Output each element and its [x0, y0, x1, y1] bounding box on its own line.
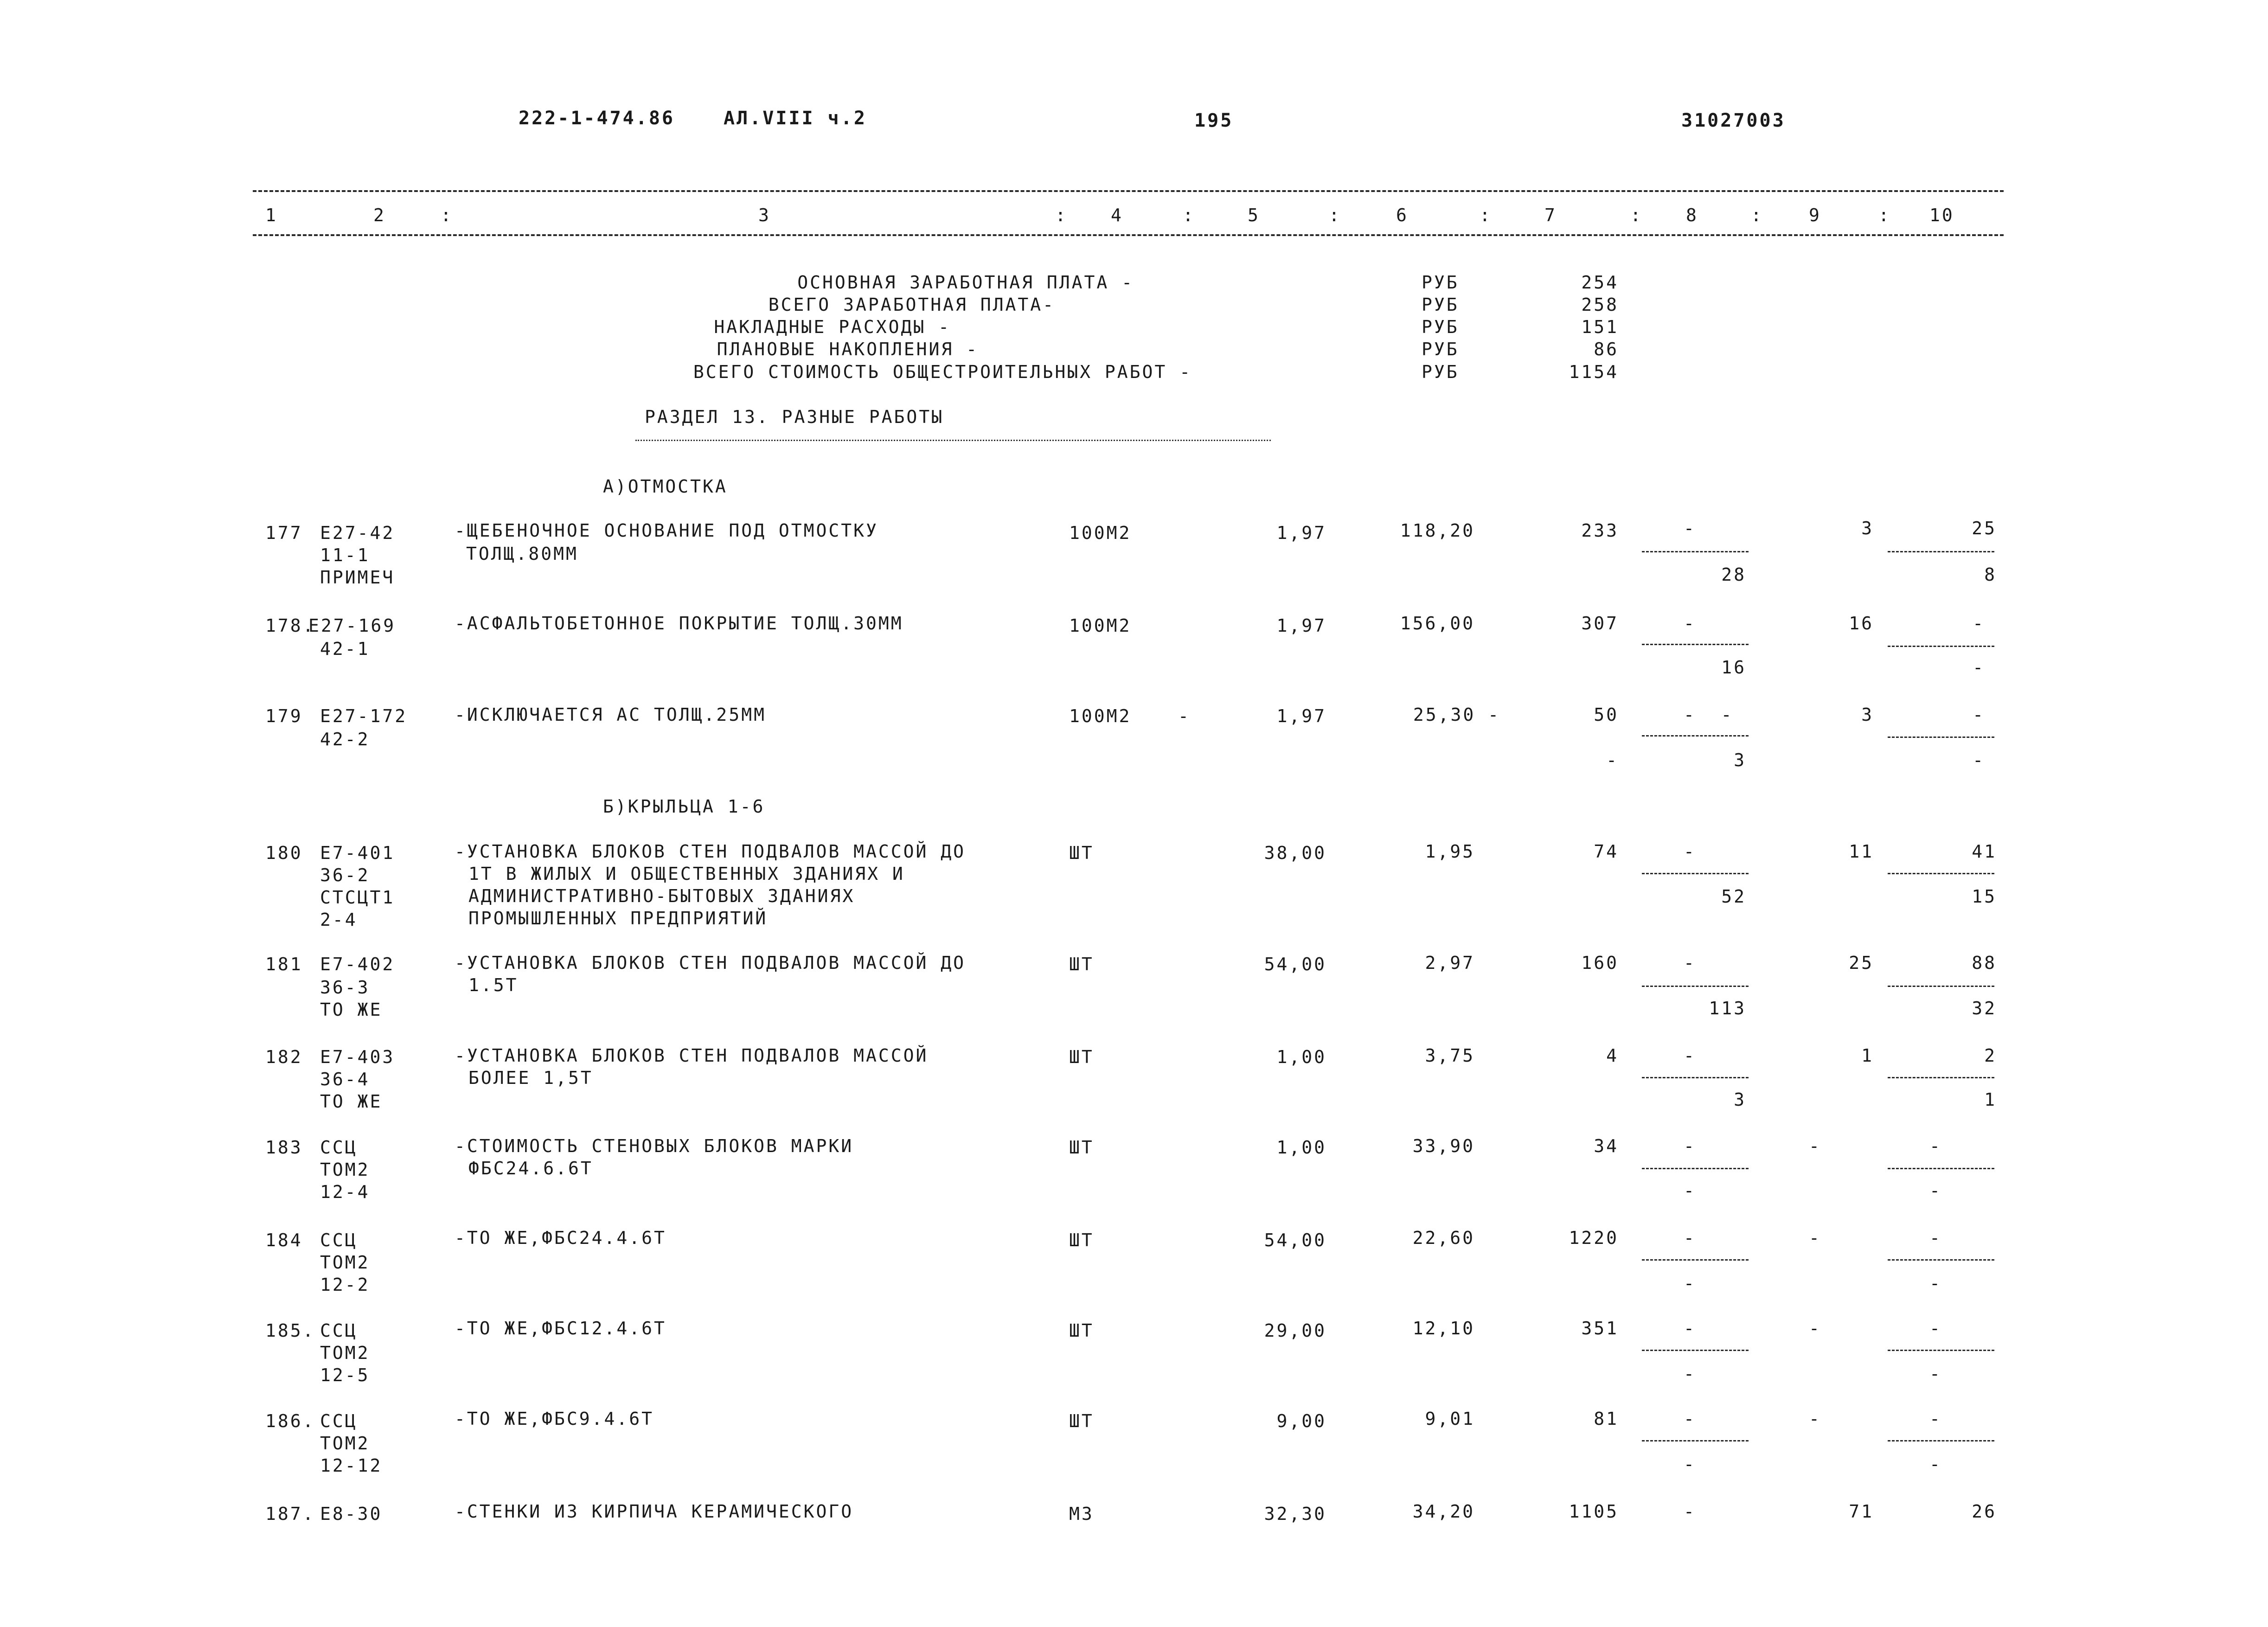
column-separator: :	[1878, 205, 1891, 225]
fraction-line	[1888, 551, 1994, 552]
row-unit: 100М2	[1069, 523, 1132, 543]
row-col8-top: -	[1684, 841, 1696, 862]
page-number: 195	[1194, 110, 1234, 131]
section-title: РАЗДЕЛ 13. РАЗНЫЕ РАБОТЫ	[645, 407, 944, 427]
row-quantity: 1,97	[1276, 615, 1326, 636]
row-code: 36-2	[320, 865, 370, 885]
row-total: 4	[1606, 1045, 1619, 1066]
row-quantity: 54,00	[1264, 954, 1326, 974]
fraction-line	[1642, 735, 1749, 737]
fraction-line	[1888, 646, 1994, 647]
row-quantity: 54,00	[1264, 1230, 1326, 1250]
row-col10-top: 2	[1984, 1045, 1997, 1066]
row-col8-bottom: 28	[1721, 564, 1746, 585]
fraction-line	[1642, 1168, 1749, 1169]
subsection-heading: Б)КРЫЛЬЦА 1-6	[603, 796, 765, 817]
row-number: 179	[265, 706, 303, 726]
row-quantity: 1,97	[1276, 523, 1326, 543]
row-number: 183	[265, 1137, 303, 1158]
row-col10-bottom: -	[1929, 1273, 1942, 1294]
section-title-underline	[635, 440, 1271, 441]
row-code: ССЦ	[320, 1411, 358, 1431]
column-separator: :	[1055, 205, 1068, 225]
subsection-heading: А)ОТМОСТКА	[603, 476, 728, 497]
row-price: 2,97	[1425, 953, 1475, 973]
row-col9: 16	[1849, 613, 1874, 634]
row-col10-top: -	[1973, 613, 1985, 634]
row-code: Е27-169	[308, 615, 396, 636]
row-unit: ШТ	[1069, 1047, 1094, 1067]
summary-label: ВСЕГО ЗАРАБОТНАЯ ПЛАТА-	[768, 295, 1055, 315]
column-number: 3	[758, 205, 771, 225]
row-col10-top: -	[1973, 705, 1985, 725]
row-description: -АСФАЛЬТОБЕТОННОЕ ПОКРЫТИЕ ТОЛЩ.30ММ	[455, 613, 903, 634]
column-number: 2	[373, 205, 386, 225]
fraction-line	[1642, 551, 1749, 552]
row-price: 25,30 -	[1413, 705, 1500, 725]
column-number: 7	[1544, 205, 1557, 225]
column-number: 4	[1111, 205, 1123, 225]
row-code: 2-4	[320, 910, 358, 930]
row-code: Е7-402	[320, 954, 395, 974]
row-number: 182	[265, 1047, 303, 1067]
row-col8-top: -	[1684, 518, 1696, 538]
row-description: -СТОИМОСТЬ СТЕНОВЫХ БЛОКОВ МАРКИ	[455, 1136, 854, 1156]
row-col10-top: -	[1929, 1409, 1942, 1429]
row-price: 156,00	[1400, 613, 1475, 634]
row-description: -УСТАНОВКА БЛОКОВ СТЕН ПОДВАЛОВ МАССОЙ ДО	[455, 841, 966, 862]
fraction-line	[1642, 1350, 1749, 1351]
row-number: 180	[265, 843, 303, 863]
row-code: 12-12	[320, 1455, 383, 1476]
summary-value: 258	[1581, 295, 1619, 315]
row-unit: М3	[1069, 1504, 1094, 1524]
row-total: 81	[1594, 1409, 1619, 1429]
row-unit: ШТ	[1069, 1137, 1094, 1158]
row-description: -УСТАНОВКА БЛОКОВ СТЕН ПОДВАЛОВ МАССОЙ	[455, 1045, 929, 1066]
column-separator: :	[1480, 205, 1492, 225]
summary-unit: РУБ	[1422, 272, 1459, 293]
summary-unit: РУБ	[1422, 295, 1459, 315]
row-col10-bottom: 32	[1972, 998, 1997, 1018]
row-code: 11-1	[320, 545, 370, 565]
row-col8-bottom: -	[1684, 1273, 1696, 1294]
row-col8-top: -	[1684, 1228, 1696, 1248]
row-col10-bottom: 15	[1972, 886, 1997, 907]
row-col10-top: -	[1929, 1228, 1942, 1248]
row-description: ТОЛЩ.80ММ	[466, 544, 578, 564]
row-code: ТОМ2	[320, 1343, 370, 1363]
row-code: ССЦ	[320, 1320, 358, 1341]
row-col8-bottom: -	[1684, 1364, 1696, 1384]
row-unit-minus: -	[1178, 706, 1191, 726]
row-unit: ШТ	[1069, 843, 1094, 863]
row-description: АДМИНИСТРАТИВНО-БЫТОВЫХ ЗДАНИЯХ	[468, 886, 855, 906]
summary-value: 86	[1594, 339, 1619, 359]
row-code: Е8-30	[320, 1504, 383, 1524]
row-code: 12-5	[320, 1365, 370, 1385]
row-price: 12,10	[1412, 1318, 1475, 1339]
row-col10-top: 25	[1972, 518, 1997, 538]
row-code: ССЦ	[320, 1230, 358, 1250]
row-total: 1220	[1569, 1228, 1619, 1248]
column-separator: :	[1329, 205, 1341, 225]
row-col8-bottom: 52	[1721, 886, 1746, 907]
row-col8-top: -	[1684, 1501, 1696, 1522]
row-code: 12-2	[320, 1275, 370, 1295]
column-separator: :	[441, 205, 453, 225]
row-total: 50	[1594, 705, 1619, 725]
row-price: 3,75	[1425, 1045, 1475, 1066]
summary-label: ПЛАНОВЫЕ НАКОПЛЕНИЯ -	[717, 339, 979, 359]
summary-label: ВСЕГО СТОИМОСТЬ ОБЩЕСТРОИТЕЛЬНЫХ РАБОТ -	[693, 362, 1192, 382]
row-col8-bottom: 3	[1734, 1089, 1746, 1110]
row-quantity: 38,00	[1264, 843, 1326, 863]
row-col10-bottom: -	[1929, 1454, 1942, 1474]
row-code: 36-3	[320, 977, 370, 998]
row-col9: 71	[1849, 1501, 1874, 1522]
row-number: 185.	[265, 1320, 315, 1341]
row-description: БОЛЕЕ 1,5Т	[468, 1068, 593, 1088]
row-col10-bottom: 1	[1984, 1089, 1997, 1110]
row-col10-top: -	[1929, 1136, 1942, 1156]
fraction-line	[1888, 1440, 1994, 1441]
row-total-bottom: -	[1606, 750, 1619, 770]
row-code: Е7-401	[320, 843, 395, 863]
row-number: 177	[265, 523, 303, 543]
fraction-line	[1888, 1077, 1994, 1078]
row-unit: ШТ	[1069, 954, 1094, 974]
album-reference: АЛ.VIII ч.2	[724, 108, 867, 129]
column-number: 10	[1929, 205, 1954, 225]
row-total: 1105	[1569, 1501, 1619, 1522]
column-number: 9	[1809, 205, 1821, 225]
row-description: -СТЕНКИ ИЗ КИРПИЧА КЕРАМИЧЕСКОГО	[455, 1501, 854, 1522]
row-col8-bottom: 3	[1734, 750, 1746, 770]
row-col9: 11	[1849, 841, 1874, 862]
row-code: ТОМ2	[320, 1159, 370, 1180]
row-price: 1,95	[1425, 841, 1475, 862]
row-description: -ТО ЖЕ,ФБС12.4.6Т	[455, 1318, 666, 1339]
row-description: -ИСКЛЮЧАЕТСЯ АС ТОЛЩ.25ММ	[455, 705, 766, 725]
summary-label: ОСНОВНАЯ ЗАРАБОТНАЯ ПЛАТА -	[797, 272, 1134, 293]
row-code: СТСЦТ1	[320, 887, 395, 908]
fraction-line	[1888, 1168, 1994, 1169]
row-col8-top: -	[1684, 613, 1696, 634]
row-price: 22,60	[1412, 1228, 1475, 1248]
summary-value: 151	[1581, 317, 1619, 337]
row-quantity: 29,00	[1264, 1320, 1326, 1341]
row-price: 33,90	[1412, 1136, 1475, 1156]
row-col10-bottom: -	[1973, 657, 1985, 678]
row-description: 1.5Т	[468, 975, 519, 995]
fraction-line	[1888, 1350, 1994, 1351]
row-code: Е27-42	[320, 523, 395, 543]
row-price: 9,01	[1425, 1409, 1475, 1429]
row-col8-bottom: -	[1684, 1180, 1696, 1201]
column-separator: :	[1630, 205, 1643, 225]
row-col10-top: 41	[1972, 841, 1997, 862]
row-description: -ТО ЖЕ,ФБС9.4.6Т	[455, 1409, 654, 1429]
fraction-line	[1642, 986, 1749, 987]
row-quantity: 32,30	[1264, 1504, 1326, 1524]
row-col9: 3	[1861, 705, 1874, 725]
row-number: 181	[265, 954, 303, 974]
row-total: 34	[1594, 1136, 1619, 1156]
row-description: 1Т В ЖИЛЫХ И ОБЩЕСТВЕННЫХ ЗДАНИЯХ И	[468, 864, 905, 884]
row-col8-top: -	[1684, 1136, 1696, 1156]
row-code: ПРИМЕЧ	[320, 567, 395, 588]
summary-value: 254	[1581, 272, 1619, 293]
row-quantity: 1,00	[1276, 1137, 1326, 1158]
row-quantity: 1,97	[1276, 706, 1326, 726]
row-code: Е27-172	[320, 706, 408, 726]
row-col9: 3	[1861, 518, 1874, 538]
summary-label: НАКЛАДНЫЕ РАСХОДЫ -	[714, 317, 951, 337]
row-col8-bottom: 16	[1721, 657, 1746, 678]
fraction-line	[1642, 1259, 1749, 1261]
row-price: 34,20	[1412, 1501, 1475, 1522]
row-col9: 25	[1849, 953, 1874, 973]
row-description: -ЩЕБЕНОЧНОЕ ОСНОВАНИЕ ПОД ОТМОСТКУ	[455, 520, 878, 541]
fraction-line	[1642, 873, 1749, 874]
row-quantity: 9,00	[1276, 1411, 1326, 1431]
row-col10-bottom: -	[1929, 1364, 1942, 1384]
row-col10-top: -	[1929, 1318, 1942, 1339]
summary-unit: РУБ	[1422, 317, 1459, 337]
row-col9: -	[1809, 1228, 1821, 1248]
row-col9: -	[1809, 1318, 1821, 1339]
row-unit: 100М2	[1069, 615, 1132, 636]
row-col8-top: - -	[1684, 705, 1734, 725]
row-code: ТО ЖЕ	[320, 1091, 383, 1112]
row-total: 74	[1594, 841, 1619, 862]
row-quantity: 1,00	[1276, 1047, 1326, 1067]
row-col10-bottom: -	[1973, 750, 1985, 770]
row-code: ТОМ2	[320, 1433, 370, 1454]
row-code: 42-1	[320, 639, 370, 659]
header-rule-top	[253, 190, 2004, 192]
column-number: 6	[1396, 205, 1409, 225]
row-code: Е7-403	[320, 1047, 395, 1067]
row-col8-top: -	[1684, 1318, 1696, 1339]
row-col8-top: -	[1684, 1045, 1696, 1066]
row-number: 186.	[265, 1411, 315, 1431]
header-rule-bottom	[253, 234, 2004, 236]
fraction-line	[1888, 737, 1994, 738]
summary-value: 1154	[1569, 362, 1619, 382]
fraction-line	[1888, 1259, 1994, 1261]
fraction-line	[1642, 644, 1749, 645]
row-description: -ТО ЖЕ,ФБС24.4.6Т	[455, 1228, 666, 1248]
summary-unit: РУБ	[1422, 339, 1459, 359]
column-separator: :	[1751, 205, 1763, 225]
row-col10-top: 26	[1972, 1501, 1997, 1522]
row-total: 233	[1581, 520, 1619, 541]
row-price: 118,20	[1400, 520, 1475, 541]
row-unit: ШТ	[1069, 1230, 1094, 1250]
row-total: 307	[1581, 613, 1619, 634]
row-code: 36-4	[320, 1069, 370, 1089]
fraction-line	[1642, 1077, 1749, 1078]
row-total: 351	[1581, 1318, 1619, 1339]
row-code: ТО ЖЕ	[320, 999, 383, 1020]
column-separator: :	[1183, 205, 1195, 225]
row-col8-bottom: -	[1684, 1454, 1696, 1474]
row-number: 184	[265, 1230, 303, 1250]
row-col9: 1	[1861, 1045, 1874, 1066]
row-code: ССЦ	[320, 1137, 358, 1158]
row-code: 12-4	[320, 1182, 370, 1202]
row-unit: ШТ	[1069, 1320, 1094, 1341]
row-col9: -	[1809, 1136, 1821, 1156]
column-number: 8	[1686, 205, 1698, 225]
document-code: 222-1-474.86	[519, 108, 675, 129]
row-col9: -	[1809, 1409, 1821, 1429]
row-col8-bottom: 113	[1709, 998, 1746, 1018]
row-number: 178.	[265, 615, 315, 636]
row-col10-top: 88	[1972, 953, 1997, 973]
row-code: 42-2	[320, 729, 370, 749]
fraction-line	[1888, 873, 1994, 874]
row-description: -УСТАНОВКА БЛОКОВ СТЕН ПОДВАЛОВ МАССОЙ ДО	[455, 953, 966, 973]
document-id: 31027003	[1681, 110, 1786, 131]
row-unit: 100М2	[1069, 706, 1132, 726]
row-description: ПРОМЫШЛЕННЫХ ПРЕДПРИЯТИЙ	[468, 908, 768, 929]
fraction-line	[1888, 986, 1994, 987]
row-number: 187.	[265, 1504, 315, 1524]
row-col10-bottom: -	[1929, 1180, 1942, 1201]
row-col8-top: -	[1684, 1409, 1696, 1429]
row-total: 160	[1581, 953, 1619, 973]
row-code: ТОМ2	[320, 1252, 370, 1273]
fraction-line	[1642, 1440, 1749, 1441]
column-number: 1	[265, 205, 278, 225]
row-description: ФБС24.6.6Т	[468, 1158, 593, 1179]
summary-unit: РУБ	[1422, 362, 1459, 382]
row-col8-top: -	[1684, 953, 1696, 973]
row-col10-bottom: 8	[1984, 564, 1997, 585]
row-unit: ШТ	[1069, 1411, 1094, 1431]
column-number: 5	[1248, 205, 1260, 225]
